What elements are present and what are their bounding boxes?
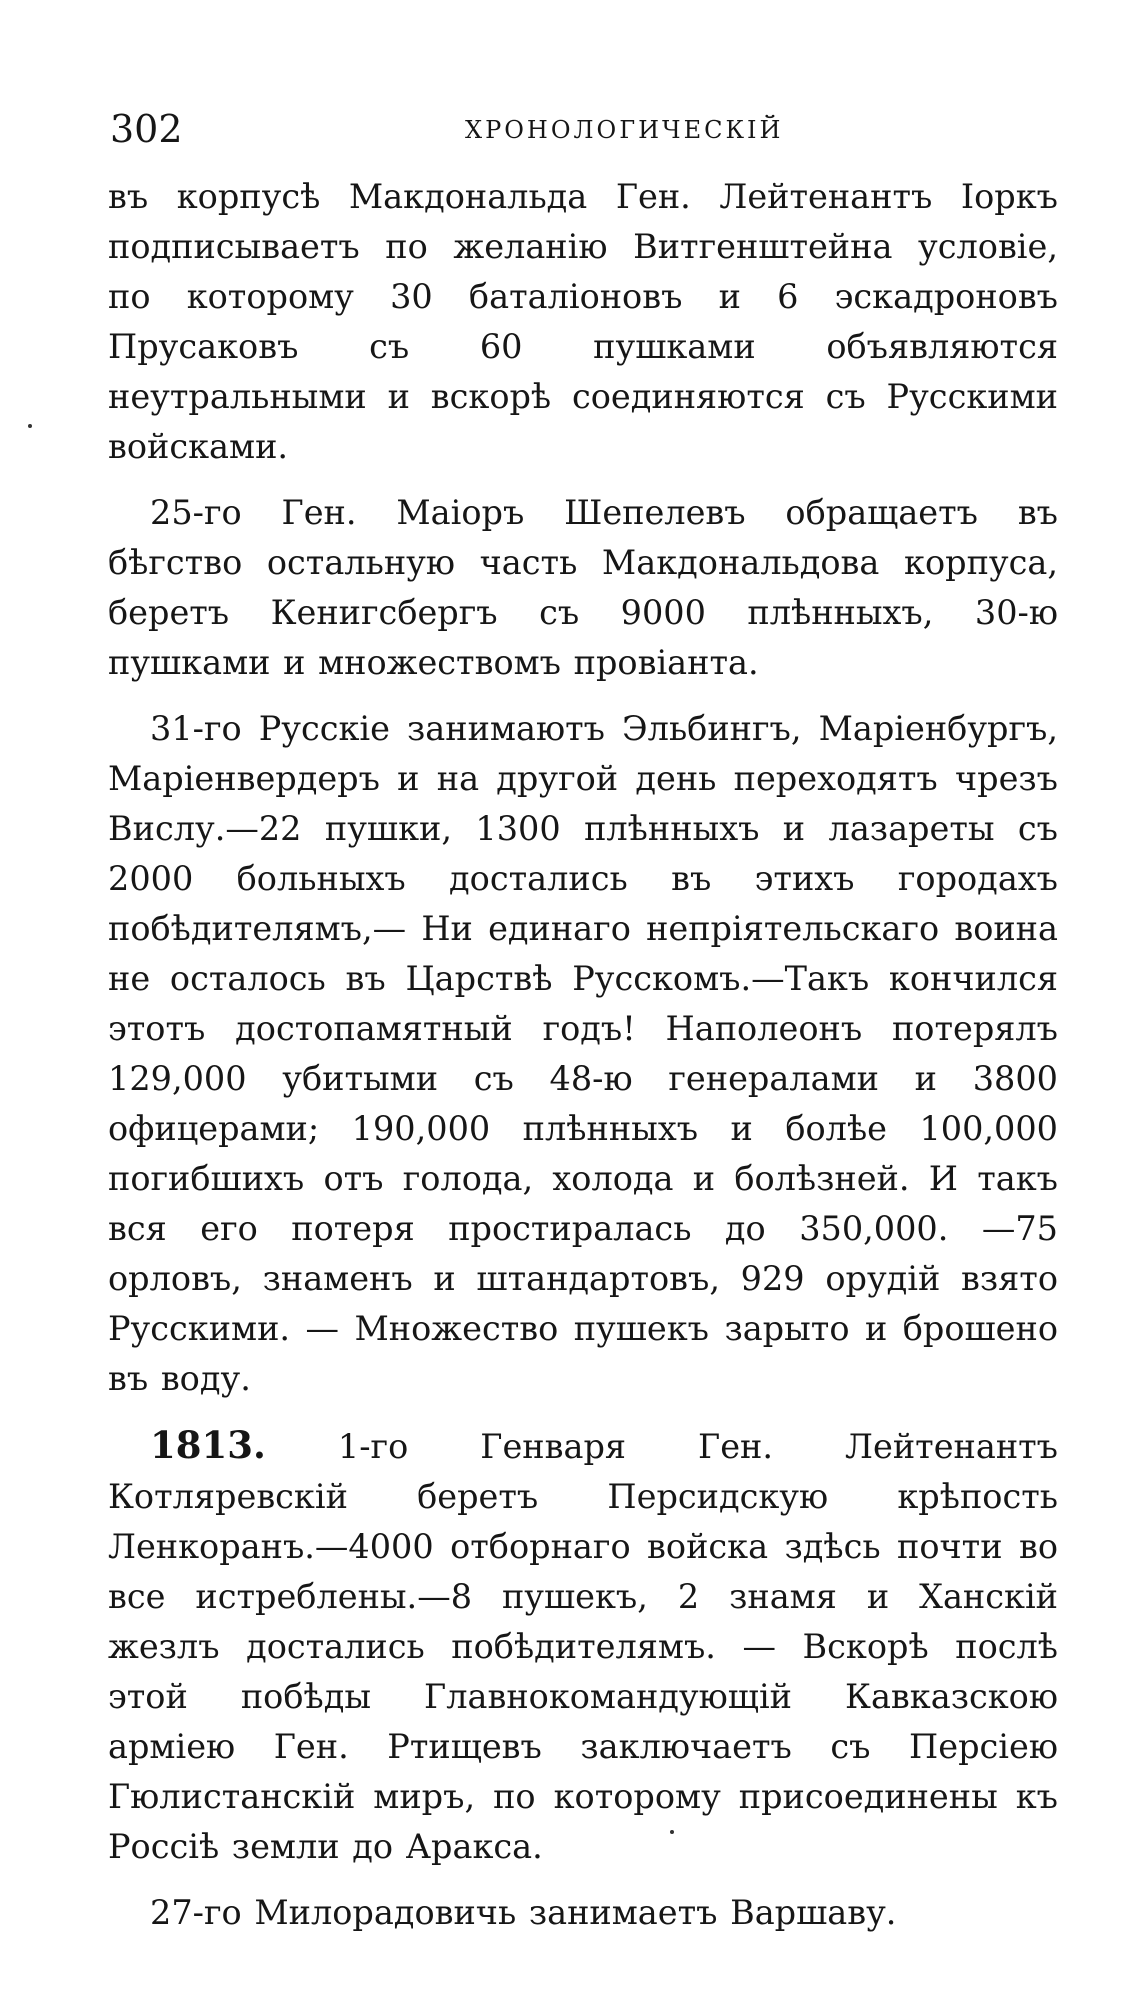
page-body xyxy=(108,172,1058,1954)
paragraph-warsaw: 27-го Милорадовичь занимаетъ Варшаву. xyxy=(150,1893,897,1932)
paragraph-continuation: въ корпусѣ Макдональда Ген. Лейтенантъ Іоркъ подписываетъ по желанію Витгенштейна условіе, по которому 30 баталіоновъ и 6 эскадроновъ Прусаковъ съ 60 пушками объявляются неутральными и вскорѣ соединяются съ Русскими войсками. xyxy=(108,177,1058,466)
page-number: 302 xyxy=(110,107,183,151)
page-header xyxy=(110,104,1060,154)
paragraph-1813-text: 1-го Генваря Ген. Лейтенантъ Котляревскій беретъ Персидскую крѣпость Ленкоранъ.—4000 отборнаго войска здѣсь почти во все истреблены.—8 пушекъ, 2 знамя и Ханскій жезлъ достались побѣдителямъ. — Вскорѣ послѣ этой побѣды Главнокомандующій Кавказскою арміею Ген. Ртищевъ заключаетъ съ Персіею Гюлистанскій миръ, по которому присоединены къ Россіѣ земли до Аракса. xyxy=(108,1427,1058,1866)
running-title: ХРОНОЛОГИЧЕСКІЙ xyxy=(465,116,784,144)
paragraph-1813 xyxy=(108,1420,1058,1872)
year-1813: 1813. xyxy=(150,1423,266,1467)
specks xyxy=(670,1830,674,1834)
specks xyxy=(28,424,32,428)
paragraph-elbing: 31-го Русскіе занимаютъ Эльбингъ, Маріенбургъ, Маріенвердеръ и на другой день переходятъ чрезъ Вислу.—22 пушки, 1300 плѣнныхъ и лазареты съ 2000 больныхъ достались въ этихъ городахъ побѣдителямъ,— Ни единаго непріятельскаго воина не осталось въ Царствѣ Русскомъ.—Такъ кончился этотъ достопамятный годъ! Наполеонъ потерялъ 129,000 убитыми съ 48-ю генералами и 3800 офицерами; 190,000 плѣнныхъ и болѣе 100,000 погибшихъ отъ голода, холода и болѣзней. И такъ вся его потеря простиралась до 350,000. —75 орловъ, знаменъ и штандартовъ, 929 орудій взято Русскими. — Множество пушекъ зарыто и брошено въ воду. xyxy=(108,709,1058,1398)
paragraph-shepelev: 25-го Ген. Маіоръ Шепелевъ обращаетъ въ бѣгство остальную часть Макдональдова корпуса, беретъ Кенигсбергъ съ 9000 плѣнныхъ, 30-ю пушками и множествомъ провіанта. xyxy=(108,493,1058,682)
